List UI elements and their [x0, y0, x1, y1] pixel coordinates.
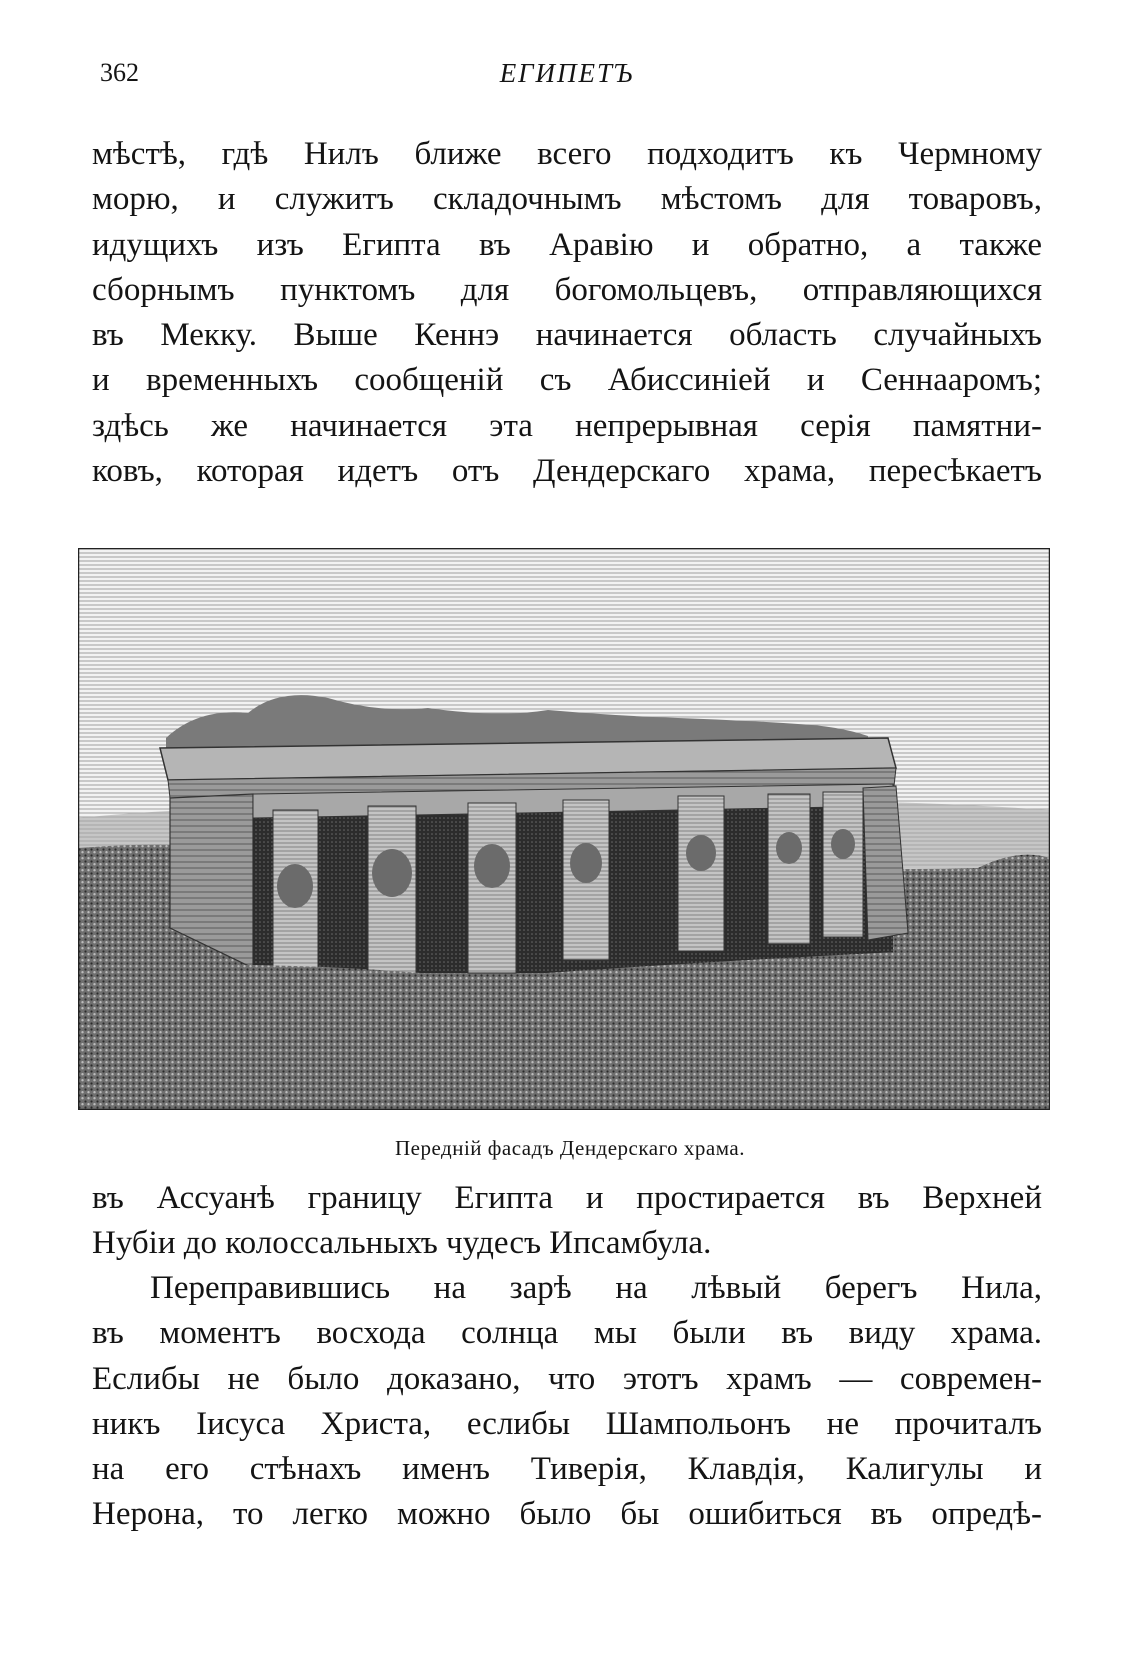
running-head: [92, 58, 1042, 94]
bottom-paragraph-1: [92, 1176, 1042, 1267]
text-line: въ Мекку. Выше Кеннэ начинается область случайныхъ: [92, 317, 1042, 354]
figure-caption: Передній фасадъ Дендерскаго храма.: [395, 1136, 745, 1160]
text-line: ковъ, которая идетъ отъ Дендерскаго храма, пересѣкаетъ: [92, 453, 1042, 490]
text-line: въ Ассуанѣ границу Египта и простирается въ Верхней: [92, 1180, 1042, 1216]
top-paragraph: [92, 132, 1042, 494]
text-line: и временныхъ сообщеній съ Абиссиніей и Сеннааромъ;: [92, 362, 1042, 399]
text-line: мѣстѣ, гдѣ Нилъ ближе всего подходитъ къ Чермному: [92, 136, 1042, 172]
text-line: въ моментъ восхода солнца мы были въ виду храма.: [92, 1315, 1042, 1352]
running-title: ЕГИПЕТЪ: [499, 58, 635, 88]
text-line: на его стѣнахъ именъ Тиверія, Клавдія, Калигулы и: [92, 1451, 1042, 1488]
page-number: 362: [100, 58, 139, 87]
text-line: морю, и служитъ складочнымъ мѣстомъ для товаровъ,: [92, 181, 1042, 218]
text-line: никъ Іисуса Христа, еслибы Шампольонъ не прочиталъ: [92, 1405, 1042, 1442]
text-line: Переправившись на зарѣ на лѣвый берегъ Нила,: [150, 1270, 1042, 1306]
text-line: сборнымъ пунктомъ для богомольцевъ, отправляющихся: [92, 271, 1042, 308]
text-line: здѣсь же начинается эта непрерывная серія памятни-: [92, 407, 1042, 444]
text-line: Нубіи до колоссальныхъ чудесъ Ипсамбула.: [92, 1225, 712, 1262]
bottom-paragraph-2: [92, 1266, 1042, 1538]
text-line: идущихъ изъ Египта въ Аравію и обратно, а также: [92, 226, 1042, 263]
text-line: Нерона, то легко можно было бы ошибиться въ опредѣ-: [92, 1496, 1042, 1533]
text-line: Еслибы не было доказано, что этотъ храмъ — современ-: [92, 1360, 1042, 1397]
temple-engraving: [78, 548, 1050, 1110]
